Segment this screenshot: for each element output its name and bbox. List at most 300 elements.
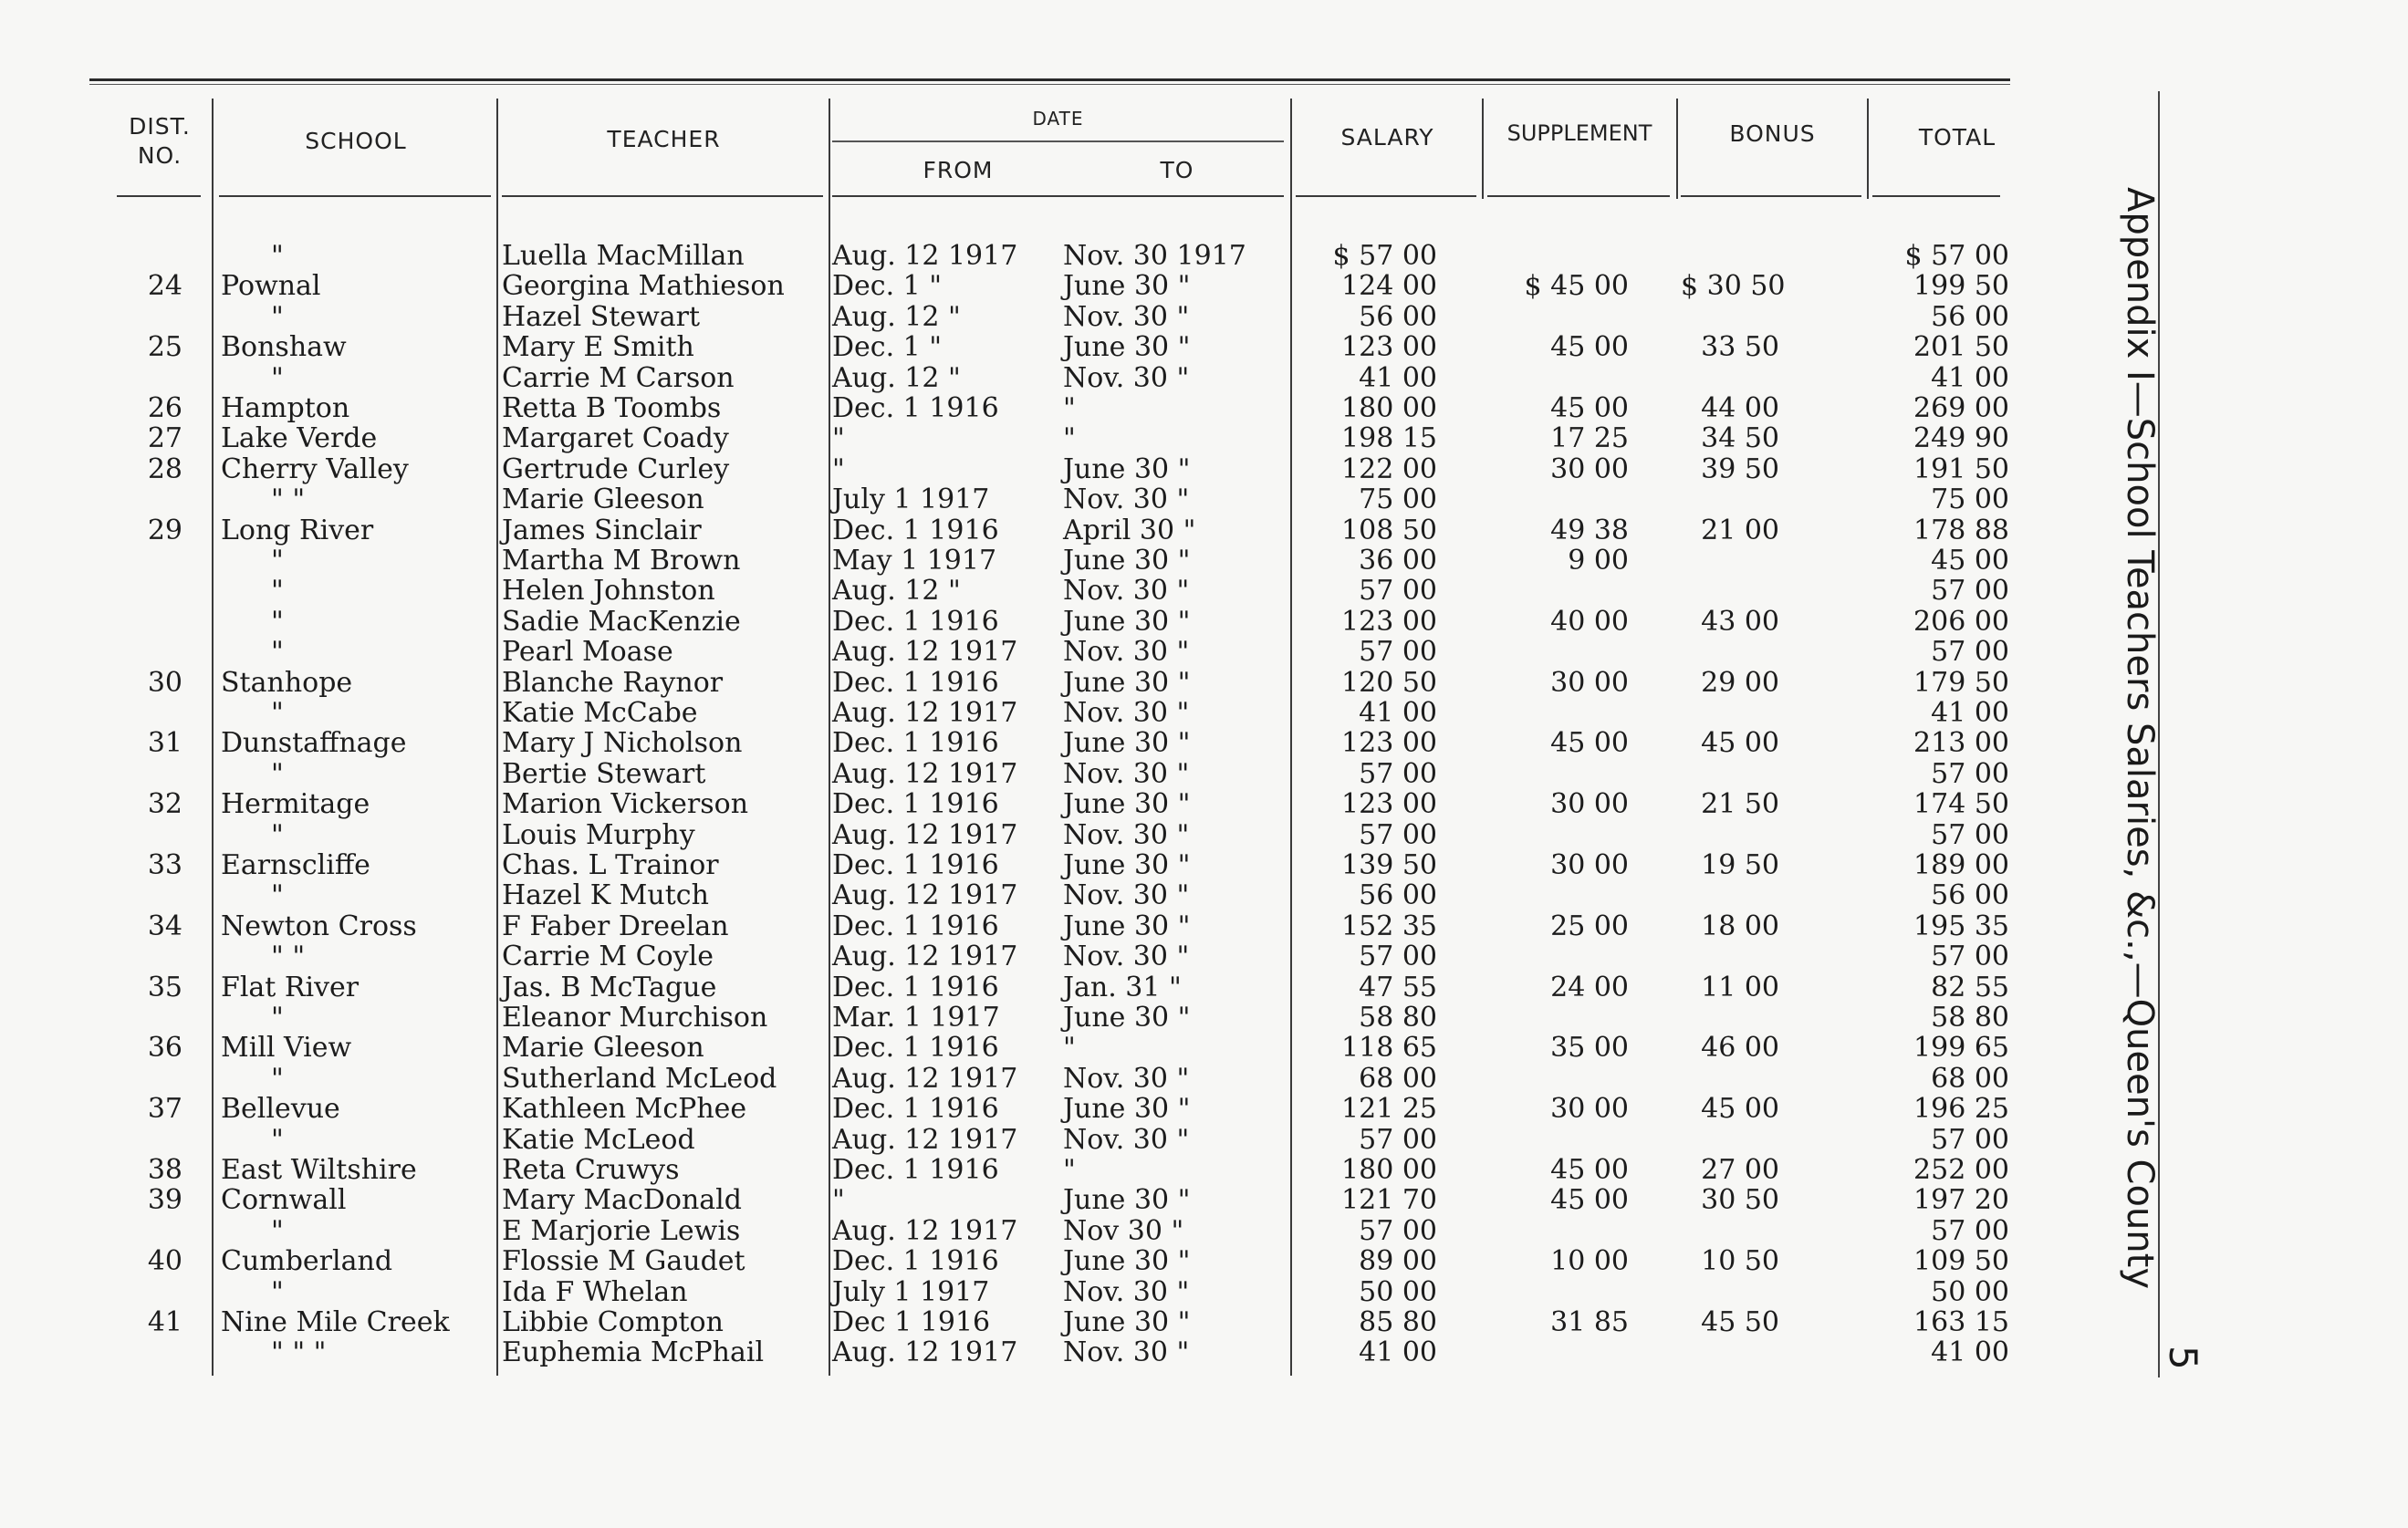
cell-teacher: Georgina Mathieson — [502, 270, 785, 303]
cell-from: Dec. 1 1916 — [832, 1245, 999, 1278]
cell-bonus: 11 00 — [1701, 971, 1779, 1003]
cell-school: " — [271, 1214, 284, 1247]
cell-dist: 31 — [147, 727, 182, 760]
cell-from: Dec. 1 1916 — [832, 1032, 999, 1065]
cell-school: Hampton — [221, 392, 350, 424]
column-divider — [496, 99, 498, 1376]
cell-school: " — [271, 1123, 284, 1156]
cell-salary: 123 00 — [1341, 331, 1437, 364]
cell-bonus: 45 00 — [1701, 727, 1779, 760]
cell-school: Bellevue — [221, 1093, 340, 1126]
cell-salary: 121 25 — [1341, 1093, 1437, 1126]
cell-to: Nov 30 " — [1063, 1214, 1184, 1247]
cell-teacher: Retta B Toombs — [502, 392, 722, 424]
column-divider — [212, 99, 214, 1376]
cell-bonus: 21 50 — [1701, 788, 1779, 821]
header-underline — [1296, 195, 1476, 197]
cell-from: " — [832, 452, 845, 485]
cell-teacher: Mary MacDonald — [502, 1184, 742, 1217]
cell-bonus: $ 30 50 — [1681, 270, 1786, 303]
cell-teacher: Carrie M Carson — [502, 361, 735, 394]
cell-to: Nov. 30 " — [1063, 941, 1190, 973]
cell-dist: 37 — [147, 1093, 182, 1126]
cell-from: Dec. 1 1916 — [832, 1154, 999, 1186]
cell-teacher: Helen Johnston — [502, 575, 715, 608]
cell-salary: 124 00 — [1341, 270, 1437, 303]
cell-from: Aug. 12 " — [832, 300, 961, 333]
cell-school: Nine Mile Creek — [221, 1306, 450, 1338]
cell-to: June 30 " — [1063, 1184, 1191, 1217]
cell-dist: 40 — [147, 1245, 182, 1278]
cell-school: " — [271, 757, 284, 790]
cell-teacher: Mary E Smith — [502, 331, 694, 364]
cell-supplement: 30 00 — [1550, 849, 1629, 881]
cell-school: " — [271, 545, 284, 577]
cell-salary: 121 70 — [1341, 1184, 1437, 1217]
cell-salary: 57 00 — [1359, 575, 1437, 608]
cell-salary: 180 00 — [1341, 1154, 1437, 1186]
header-underline — [117, 195, 201, 197]
header-underline — [502, 195, 823, 197]
cell-to: " — [1063, 392, 1076, 424]
cell-teacher: Bertie Stewart — [502, 757, 706, 790]
column-divider — [829, 99, 830, 1376]
cell-salary: 57 00 — [1359, 1214, 1437, 1247]
cell-teacher: Mary J Nicholson — [502, 727, 743, 760]
cell-from: Dec. 1 1916 — [832, 727, 999, 760]
cell-from: May 1 1917 — [832, 545, 997, 577]
cell-total: 189 00 — [1913, 849, 2009, 881]
cell-total: 163 15 — [1913, 1306, 2009, 1338]
cell-salary: 57 00 — [1359, 818, 1437, 851]
cell-dist: 32 — [147, 788, 182, 821]
cell-salary: 50 00 — [1359, 1275, 1437, 1308]
cell-total: 41 00 — [1931, 1336, 2009, 1369]
cell-from: Dec. 1 " — [832, 270, 943, 303]
cell-dist: 24 — [147, 270, 182, 303]
cell-total: 195 35 — [1913, 910, 2009, 942]
cell-salary: 118 65 — [1341, 1032, 1437, 1065]
cell-teacher: Chas. L Trainor — [502, 849, 719, 881]
cell-total: 252 00 — [1913, 1154, 2009, 1186]
cell-school: Cherry Valley — [221, 452, 409, 485]
cell-to: Nov. 30 " — [1063, 757, 1190, 790]
cell-to: June 30 " — [1063, 452, 1191, 485]
cell-supplement: 45 00 — [1550, 392, 1629, 424]
cell-from: Aug. 12 1917 — [832, 879, 1018, 912]
cell-teacher: Kathleen McPhee — [502, 1093, 747, 1126]
cell-total: 57 00 — [1931, 636, 2009, 669]
cell-school: " " — [271, 483, 306, 516]
cell-supplement: 30 00 — [1550, 1093, 1629, 1126]
cell-from: July 1 1917 — [832, 1275, 990, 1308]
cell-from: July 1 1917 — [832, 483, 990, 516]
cell-salary: 120 50 — [1341, 666, 1437, 699]
cell-total: 201 50 — [1913, 331, 2009, 364]
cell-supplement: 24 00 — [1550, 971, 1629, 1003]
cell-teacher: Reta Cruwys — [502, 1154, 680, 1186]
cell-to: Nov. 30 " — [1063, 636, 1190, 669]
cell-total: 58 80 — [1931, 1002, 2009, 1034]
cell-bonus: 46 00 — [1701, 1032, 1779, 1065]
cell-school: " " — [271, 941, 306, 973]
cell-total: 57 00 — [1931, 941, 2009, 973]
cell-bonus: 21 00 — [1701, 514, 1779, 546]
cell-total: 50 00 — [1931, 1275, 2009, 1308]
side-title: Appendix I—School Teachers Salaries, &c.,—Queen's County — [2119, 187, 2161, 1290]
cell-school: Cornwall — [221, 1184, 347, 1217]
page-number: 5 — [2161, 1346, 2205, 1370]
cell-dist: 29 — [147, 514, 182, 546]
cell-teacher: Ida F Whelan — [502, 1275, 688, 1308]
cell-supplement: 25 00 — [1550, 910, 1629, 942]
cell-to: June 30 " — [1063, 1093, 1191, 1126]
header-underline — [219, 195, 491, 197]
cell-dist: 25 — [147, 331, 182, 364]
cell-teacher: F Faber Dreelan — [502, 910, 729, 942]
cell-school: " — [271, 818, 284, 851]
cell-to: Nov. 30 " — [1063, 697, 1190, 729]
cell-bonus: 19 50 — [1701, 849, 1779, 881]
cell-to: June 30 " — [1063, 910, 1191, 942]
cell-from: Dec 1 1916 — [832, 1306, 991, 1338]
cell-salary: 36 00 — [1359, 545, 1437, 577]
cell-school: " — [271, 1275, 284, 1308]
cell-supplement: 10 00 — [1550, 1245, 1629, 1278]
cell-from: " — [832, 422, 845, 455]
cell-from: Dec. 1 1916 — [832, 514, 999, 546]
cell-bonus: 27 00 — [1701, 1154, 1779, 1186]
cell-total: 191 50 — [1913, 452, 2009, 485]
cell-dist: 30 — [147, 666, 182, 699]
header-school: SCHOOL — [305, 128, 407, 154]
cell-school: Cumberland — [221, 1245, 393, 1278]
cell-to: Nov. 30 " — [1063, 879, 1190, 912]
cell-total: 41 00 — [1931, 697, 2009, 729]
cell-total: 68 00 — [1931, 1062, 2009, 1095]
cell-teacher: Flossie M Gaudet — [502, 1245, 745, 1278]
cell-teacher: Hazel K Mutch — [502, 879, 709, 912]
cell-teacher: James Sinclair — [502, 514, 702, 546]
cell-salary: 123 00 — [1341, 605, 1437, 638]
cell-from: Dec. 1 1916 — [832, 849, 999, 881]
cell-salary: $ 57 00 — [1332, 240, 1437, 272]
cell-teacher: Hazel Stewart — [502, 300, 701, 333]
cell-supplement: 30 00 — [1550, 452, 1629, 485]
cell-from: Mar. 1 1917 — [832, 1002, 1000, 1034]
cell-to: June 30 " — [1063, 849, 1191, 881]
cell-salary: 57 00 — [1359, 941, 1437, 973]
cell-total: 41 00 — [1931, 361, 2009, 394]
cell-salary: 41 00 — [1359, 697, 1437, 729]
cell-dist: 41 — [147, 1306, 182, 1338]
cell-to: Jan. 31 " — [1063, 971, 1182, 1003]
cell-from: Aug. 12 " — [832, 575, 961, 608]
cell-school: Dunstaffnage — [221, 727, 407, 760]
cell-total: 197 20 — [1913, 1184, 2009, 1217]
cell-dist: 35 — [147, 971, 182, 1003]
cell-dist: 36 — [147, 1032, 182, 1065]
header-date: DATE — [1032, 108, 1084, 130]
cell-to: Nov. 30 " — [1063, 1336, 1190, 1369]
cell-dist: 26 — [147, 392, 182, 424]
cell-total: 206 00 — [1913, 605, 2009, 638]
cell-from: Dec. 1 1916 — [832, 1093, 999, 1126]
cell-dist: 38 — [147, 1154, 182, 1186]
cell-teacher: Margaret Coady — [502, 422, 729, 455]
cell-total: 199 50 — [1913, 270, 2009, 303]
header-no: NO. — [137, 142, 182, 169]
cell-from: Aug. 12 1917 — [832, 941, 1018, 973]
cell-supplement: 31 85 — [1550, 1306, 1629, 1338]
cell-bonus: 43 00 — [1701, 605, 1779, 638]
cell-total: 56 00 — [1931, 879, 2009, 912]
cell-school: Pownal — [221, 270, 321, 303]
cell-school: Mill View — [221, 1032, 352, 1065]
cell-salary: 75 00 — [1359, 483, 1437, 516]
cell-total: 57 00 — [1931, 1214, 2009, 1247]
cell-school: Bonshaw — [221, 331, 347, 364]
cell-to: Nov. 30 " — [1063, 818, 1190, 851]
column-divider — [1676, 99, 1678, 199]
cell-salary: 89 00 — [1359, 1245, 1437, 1278]
cell-teacher: Jas. B McTague — [502, 971, 717, 1003]
cell-dist: 39 — [147, 1184, 182, 1217]
cell-salary: 180 00 — [1341, 392, 1437, 424]
cell-supplement: 35 00 — [1550, 1032, 1629, 1065]
cell-to: Nov. 30 " — [1063, 483, 1190, 516]
cell-salary: 123 00 — [1341, 727, 1437, 760]
cell-to: June 30 " — [1063, 331, 1191, 364]
header-to: TO — [1160, 157, 1194, 183]
cell-school: Hermitage — [221, 788, 370, 821]
cell-supplement: 30 00 — [1550, 666, 1629, 699]
cell-from: Dec. 1 1916 — [832, 666, 999, 699]
cell-supplement: 45 00 — [1550, 1184, 1629, 1217]
cell-from: Dec. 1 " — [832, 331, 943, 364]
cell-from: Aug. 12 1917 — [832, 1123, 1018, 1156]
cell-teacher: Euphemia McPhail — [502, 1336, 765, 1369]
header-supplement: SUPPLEMENT — [1506, 120, 1652, 146]
cell-from: Aug. 12 1917 — [832, 240, 1018, 272]
cell-supplement: 9 00 — [1568, 545, 1629, 577]
top-rule — [89, 78, 2010, 81]
cell-school: Stanhope — [221, 666, 353, 699]
header-teacher: TEACHER — [607, 126, 721, 152]
cell-teacher: Katie McLeod — [502, 1123, 695, 1156]
header-from: FROM — [923, 157, 994, 183]
date-subrule — [832, 140, 1284, 142]
cell-salary: 85 80 — [1359, 1306, 1437, 1338]
cell-teacher: Marion Vickerson — [502, 788, 749, 821]
cell-dist: 34 — [147, 910, 182, 942]
cell-to: " — [1063, 1032, 1076, 1065]
cell-from: Aug. 12 1917 — [832, 1336, 1018, 1369]
cell-to: Nov. 30 " — [1063, 300, 1190, 333]
cell-school: " — [271, 240, 284, 272]
cell-teacher: Carrie M Coyle — [502, 941, 714, 973]
header-underline — [832, 195, 1284, 197]
cell-teacher: Luella MacMillan — [502, 240, 745, 272]
cell-to: June 30 " — [1063, 605, 1191, 638]
cell-supplement: 45 00 — [1550, 331, 1629, 364]
cell-teacher: Pearl Moase — [502, 636, 673, 669]
cell-school: Flat River — [221, 971, 360, 1003]
cell-bonus: 44 00 — [1701, 392, 1779, 424]
cell-teacher: E Marjorie Lewis — [502, 1214, 741, 1247]
cell-teacher: Martha M Brown — [502, 545, 741, 577]
cell-from: Aug. 12 1917 — [832, 1214, 1018, 1247]
cell-teacher: Libbie Compton — [502, 1306, 724, 1338]
cell-to: June 30 " — [1063, 666, 1191, 699]
cell-from: Dec. 1 1916 — [832, 910, 999, 942]
cell-salary: 56 00 — [1359, 879, 1437, 912]
cell-from: " — [832, 1184, 845, 1217]
cell-salary: 152 35 — [1341, 910, 1437, 942]
column-divider — [1867, 99, 1869, 199]
cell-to: June 30 " — [1063, 1245, 1191, 1278]
cell-school: " — [271, 636, 284, 669]
cell-total: 199 65 — [1913, 1032, 2009, 1065]
cell-teacher: Eleanor Murchison — [502, 1002, 768, 1034]
cell-school: " — [271, 300, 284, 333]
cell-bonus: 18 00 — [1701, 910, 1779, 942]
cell-total: 178 88 — [1913, 514, 2009, 546]
cell-to: Nov. 30 " — [1063, 1275, 1190, 1308]
cell-bonus: 34 50 — [1701, 422, 1779, 455]
cell-school: " " " — [271, 1336, 327, 1369]
column-divider — [1290, 99, 1292, 1376]
cell-teacher: Louis Murphy — [502, 818, 695, 851]
cell-bonus: 39 50 — [1701, 452, 1779, 485]
cell-teacher: Blanche Raynor — [502, 666, 724, 699]
cell-to: Nov. 30 " — [1063, 361, 1190, 394]
cell-from: Aug. 12 1917 — [832, 818, 1018, 851]
cell-supplement: 45 00 — [1550, 1154, 1629, 1186]
cell-to: June 30 " — [1063, 545, 1191, 577]
cell-from: Aug. 12 " — [832, 361, 961, 394]
cell-school: " — [271, 575, 284, 608]
cell-dist: 28 — [147, 452, 182, 485]
cell-total: 82 55 — [1931, 971, 2009, 1003]
cell-salary: 57 00 — [1359, 757, 1437, 790]
column-divider — [1482, 99, 1484, 199]
cell-from: Dec. 1 1916 — [832, 971, 999, 1003]
cell-bonus: 30 50 — [1701, 1184, 1779, 1217]
cell-salary: 198 15 — [1341, 422, 1437, 455]
cell-dist: 27 — [147, 422, 182, 455]
cell-supplement: 40 00 — [1550, 605, 1629, 638]
cell-teacher: Gertrude Curley — [502, 452, 730, 485]
cell-salary: 57 00 — [1359, 636, 1437, 669]
cell-supplement: 49 38 — [1550, 514, 1629, 546]
cell-school: Long River — [221, 514, 374, 546]
cell-bonus: 29 00 — [1701, 666, 1779, 699]
cell-total: $ 57 00 — [1904, 240, 2009, 272]
cell-teacher: Marie Gleeson — [502, 1032, 704, 1065]
cell-to: Nov. 30 " — [1063, 575, 1190, 608]
cell-total: 75 00 — [1931, 483, 2009, 516]
cell-from: Aug. 12 1917 — [832, 1062, 1018, 1095]
cell-salary: 57 00 — [1359, 1123, 1437, 1156]
cell-from: Aug. 12 1917 — [832, 636, 1018, 669]
cell-to: " — [1063, 422, 1076, 455]
cell-to: " — [1063, 1154, 1076, 1186]
cell-from: Dec. 1 1916 — [832, 392, 999, 424]
cell-salary: 56 00 — [1359, 300, 1437, 333]
header-underline — [1487, 195, 1670, 197]
cell-school: East Wiltshire — [221, 1154, 417, 1186]
cell-school: " — [271, 1002, 284, 1034]
cell-from: Aug. 12 1917 — [832, 697, 1018, 729]
cell-salary: 47 55 — [1359, 971, 1437, 1003]
cell-supplement: 45 00 — [1550, 727, 1629, 760]
cell-teacher: Sadie MacKenzie — [502, 605, 741, 638]
cell-total: 57 00 — [1931, 757, 2009, 790]
cell-salary: 123 00 — [1341, 788, 1437, 821]
header-total: TOTAL — [1918, 124, 1996, 151]
cell-total: 57 00 — [1931, 818, 2009, 851]
cell-from: Aug. 12 1917 — [832, 757, 1018, 790]
cell-school: Earnscliffe — [221, 849, 370, 881]
cell-salary: 41 00 — [1359, 361, 1437, 394]
cell-salary: 41 00 — [1359, 1336, 1437, 1369]
cell-salary: 58 80 — [1359, 1002, 1437, 1034]
cell-dist: 33 — [147, 849, 182, 881]
cell-teacher: Katie McCabe — [502, 697, 698, 729]
cell-from: Dec. 1 1916 — [832, 605, 999, 638]
cell-total: 57 00 — [1931, 1123, 2009, 1156]
cell-total: 249 90 — [1913, 422, 2009, 455]
top-rule-thin — [89, 84, 2010, 85]
cell-from: Dec. 1 1916 — [832, 788, 999, 821]
cell-school: " — [271, 605, 284, 638]
cell-supplement: 17 25 — [1550, 422, 1629, 455]
cell-to: Nov. 30 " — [1063, 1123, 1190, 1156]
cell-to: Nov. 30 " — [1063, 1062, 1190, 1095]
cell-salary: 108 50 — [1341, 514, 1437, 546]
cell-salary: 122 00 — [1341, 452, 1437, 485]
cell-total: 56 00 — [1931, 300, 2009, 333]
cell-total: 196 25 — [1913, 1093, 2009, 1126]
cell-to: June 30 " — [1063, 788, 1191, 821]
cell-school: " — [271, 879, 284, 912]
cell-to: June 30 " — [1063, 1002, 1191, 1034]
header-underline — [1681, 195, 1861, 197]
cell-school: " — [271, 1062, 284, 1095]
cell-salary: 68 00 — [1359, 1062, 1437, 1095]
cell-salary: 139 50 — [1341, 849, 1437, 881]
cell-to: Nov. 30 1917 — [1063, 240, 1246, 272]
cell-to: April 30 " — [1063, 514, 1196, 546]
cell-supplement: 30 00 — [1550, 788, 1629, 821]
cell-to: June 30 " — [1063, 727, 1191, 760]
cell-teacher: Sutherland McLeod — [502, 1062, 777, 1095]
cell-total: 179 50 — [1913, 666, 2009, 699]
cell-total: 269 00 — [1913, 392, 2009, 424]
cell-bonus: 10 50 — [1701, 1245, 1779, 1278]
cell-total: 109 50 — [1913, 1245, 2009, 1278]
cell-to: June 30 " — [1063, 1306, 1191, 1338]
cell-to: June 30 " — [1063, 270, 1191, 303]
header-dist: DIST. — [129, 113, 191, 140]
cell-school: Lake Verde — [221, 422, 378, 455]
cell-bonus: 45 50 — [1701, 1306, 1779, 1338]
header-underline — [1872, 195, 2000, 197]
cell-total: 57 00 — [1931, 575, 2009, 608]
cell-bonus: 45 00 — [1701, 1093, 1779, 1126]
cell-school: Newton Cross — [221, 910, 417, 942]
